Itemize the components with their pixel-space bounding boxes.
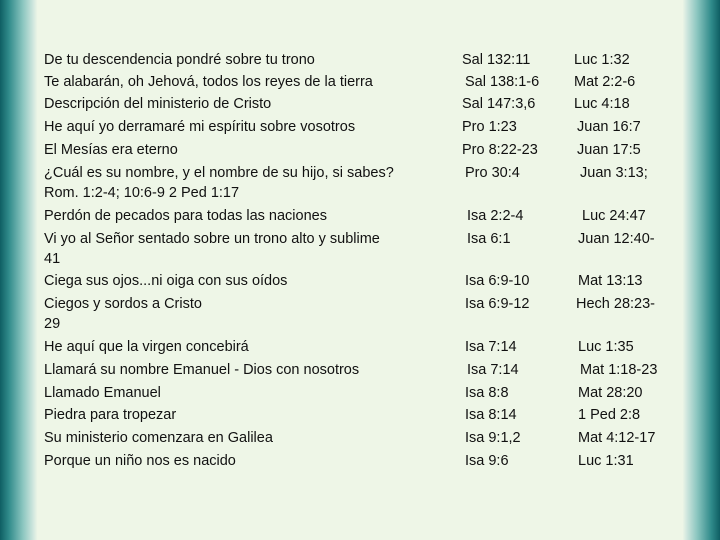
ot-reference: Isa 7:14 <box>465 339 517 355</box>
ot-reference: Isa 9:6 <box>465 453 509 469</box>
nt-reference: 1 Ped 2:8 <box>578 407 641 423</box>
ot-reference: Isa 2:2-4 <box>467 208 524 224</box>
prophecy-description: Piedra para tropezar <box>44 407 177 423</box>
nt-reference: Juan 3:13; <box>580 165 648 181</box>
prophecy-description: El Mesías era eterno <box>44 142 178 158</box>
nt-reference: Juan 12:40- <box>578 231 655 247</box>
prophecy-description: He aquí que la virgen concebirá <box>44 339 249 355</box>
ot-reference: Pro 8:22-23 <box>462 142 538 158</box>
prophecy-description: ¿Cuál es su nombre, y el nombre de su hijo, si sabes? <box>44 165 394 181</box>
nt-reference: Mat 28:20 <box>578 385 643 401</box>
prophecy-description: Descripción del ministerio de Cristo <box>44 96 272 112</box>
ot-reference: Sal 132:11 <box>462 52 531 68</box>
nt-reference: Juan 17:5 <box>577 142 641 158</box>
nt-reference: Mat 1:18-23 <box>580 362 658 378</box>
ot-reference: Sal 147:3,6 <box>462 96 536 112</box>
nt-reference: Mat 13:13 <box>578 273 643 289</box>
prophecy-description: Ciega sus ojos...ni oiga con sus oídos <box>44 273 288 289</box>
ot-reference: Isa 6:9-12 <box>465 296 530 312</box>
ot-reference: Isa 9:1,2 <box>465 430 521 446</box>
prophecy-description-continuation: 41 <box>44 251 61 267</box>
prophecy-description: Su ministerio comenzara en Galilea <box>44 430 273 446</box>
nt-reference: Luc 4:18 <box>574 96 630 112</box>
nt-reference: Hech 28:23- <box>576 296 655 312</box>
prophecy-description-continuation: 29 <box>44 316 61 332</box>
nt-reference: Mat 2:2-6 <box>574 74 636 90</box>
nt-reference: Juan 16:7 <box>577 119 641 135</box>
ot-reference: Isa 6:9-10 <box>465 273 530 289</box>
ot-reference: Isa 8:8 <box>465 385 509 401</box>
prophecy-description-continuation: Rom. 1:2-4; 10:6-9 2 Ped 1:17 <box>44 185 240 201</box>
prophecy-description: He aquí yo derramaré mi espíritu sobre vosotros <box>44 119 356 135</box>
ot-reference: Isa 7:14 <box>467 362 519 378</box>
nt-reference: Luc 24:47 <box>582 208 646 224</box>
prophecy-description: Perdón de pecados para todas las naciones <box>44 208 327 224</box>
prophecy-description: Vi yo al Señor sentado sobre un trono alto y sublime <box>44 231 380 247</box>
nt-reference: Mat 4:12-17 <box>578 430 656 446</box>
nt-reference: Luc 1:35 <box>578 339 634 355</box>
prophecy-description: Llamado Emanuel <box>44 385 161 401</box>
prophecy-description: Porque un niño nos es nacido <box>44 453 236 469</box>
prophecy-description: Te alabarán, oh Jehová, todos los reyes de la tierra <box>44 74 373 90</box>
nt-reference: Luc 1:31 <box>578 453 634 469</box>
ot-reference: Isa 6:1 <box>467 231 511 247</box>
ot-reference: Isa 8:14 <box>465 407 517 423</box>
nt-reference: Luc 1:32 <box>574 52 630 68</box>
prophecy-description: De tu descendencia pondré sobre tu trono <box>44 52 315 68</box>
ot-reference: Pro 30:4 <box>465 165 520 181</box>
prophecy-description: Ciegos y sordos a Cristo <box>44 296 202 312</box>
prophecy-description: Llamará su nombre Emanuel - Dios con nosotros <box>44 362 360 378</box>
ot-reference: Pro 1:23 <box>462 119 517 135</box>
ot-reference: Sal 138:1-6 <box>465 74 540 90</box>
